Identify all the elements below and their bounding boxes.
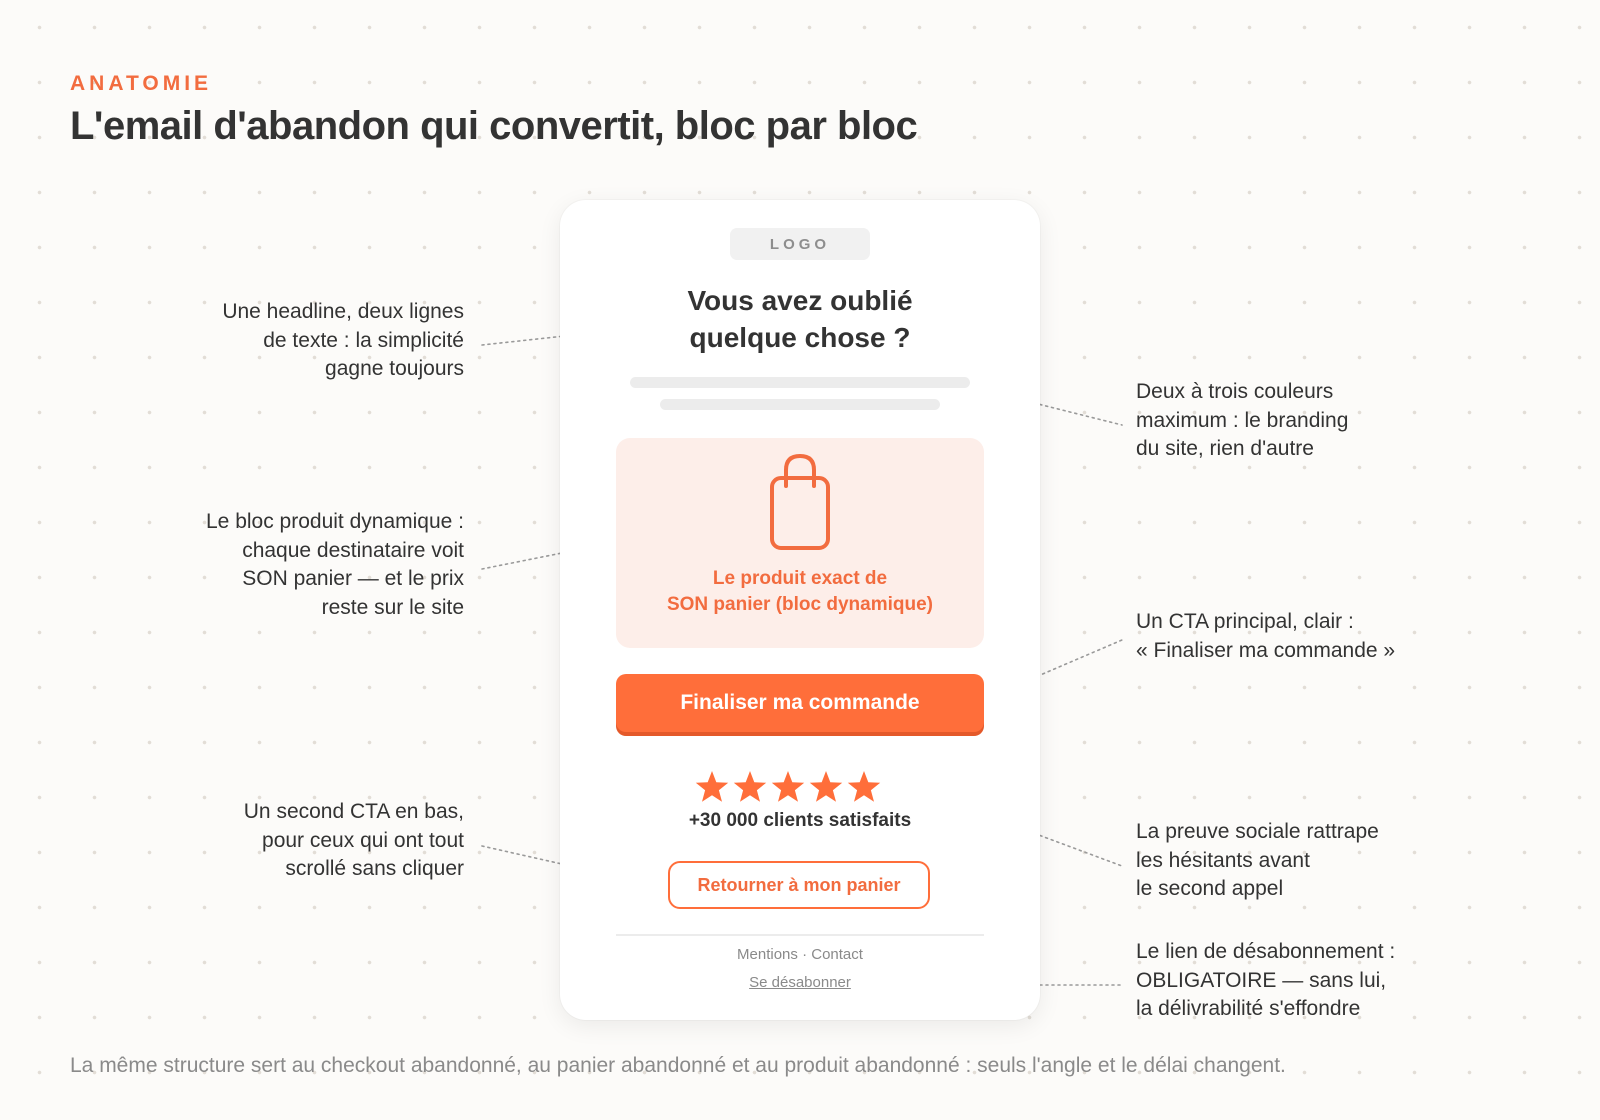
product-caption (616, 566, 984, 618)
star-icon (772, 771, 804, 802)
annotation-cta (1136, 608, 1395, 665)
email-card (560, 200, 1040, 1020)
email-headline (560, 282, 1040, 356)
star-icon (848, 771, 880, 802)
annotation-line: « Finaliser ma commande » (1136, 638, 1396, 662)
annotation-line: SON panier — et le prix (242, 567, 464, 590)
finalize-order-button[interactable]: Finaliser ma commande (616, 674, 984, 732)
annotation-line: la délivrabilité s'effondre (1136, 997, 1361, 1020)
footer-links (560, 946, 1040, 963)
mentions-link[interactable]: Mentions (737, 946, 798, 963)
eyebrow: ANATOMIE (70, 72, 213, 95)
annotation-line: du site, rien d'autre (1136, 437, 1314, 460)
text-placeholder-line (630, 377, 970, 388)
star-icon (734, 771, 766, 802)
annotation-line: Une headline, deux lignes (222, 300, 464, 323)
annotation-line: Le lien de désabonnement : (1136, 940, 1396, 963)
logo-placeholder: LOGO (730, 228, 870, 260)
annotation-social-proof (1136, 818, 1379, 904)
headline-line: quelque chose ? (689, 322, 911, 353)
rating-stars (694, 770, 886, 806)
annotation-second-cta (244, 798, 464, 884)
annotation-line: maximum : le branding (1136, 408, 1349, 432)
return-to-cart-button[interactable]: Retourner à mon panier (668, 861, 930, 909)
product-caption-line: Le produit exact de (712, 568, 888, 589)
contact-link[interactable]: Contact (811, 946, 863, 963)
star-icon (696, 771, 728, 802)
product-caption-line: SON panier (bloc dynamique) (666, 594, 934, 615)
footer-divider (616, 934, 984, 936)
social-proof: +30 000 clients satisfaits (688, 810, 912, 831)
text-placeholder-line (660, 399, 940, 410)
annotation-line: le second appel (1136, 877, 1284, 900)
annotation-line: Un CTA principal, clair : (1136, 610, 1354, 633)
annotation-product (206, 508, 464, 622)
product-block (616, 438, 984, 648)
headline-line: Vous avez oublié (687, 285, 913, 316)
annotation-line: reste sur le site (321, 595, 464, 619)
annotation-line: pour ceux qui ont tout (262, 828, 464, 852)
shopping-bag-icon (768, 446, 832, 554)
annotation-colors (1136, 378, 1348, 464)
annotation-line: Un second CTA en bas, (243, 800, 464, 823)
annotation-line: les hésitants avant (1136, 848, 1310, 872)
annotation-unsubscribe (1136, 938, 1395, 1024)
footer-note: La même structure sert au checkout abandonné, au panier abandonné et au produit abandonné : seuls l'angle et le délai changent. (70, 1054, 1286, 1077)
star-icon (810, 771, 842, 802)
annotation-line: Deux à trois couleurs (1136, 380, 1334, 403)
annotation-line: chaque destinataire voit (242, 538, 464, 562)
footer-separator: · (802, 946, 808, 963)
annotation-line: gagne toujours (325, 357, 464, 380)
page-title: L'email d'abandon qui convertit, bloc par bloc (70, 104, 918, 148)
unsubscribe (560, 974, 1040, 991)
annotation-headline (222, 298, 464, 384)
annotation-line: scrollé sans cliquer (285, 857, 464, 880)
annotation-line: OBLIGATOIRE — sans lui, (1136, 968, 1387, 992)
annotation-line: Le bloc produit dynamique : (206, 510, 464, 533)
annotation-line: de texte : la simplicité (263, 328, 464, 352)
unsubscribe-link[interactable]: Se désabonner (749, 974, 851, 991)
annotation-line: La preuve sociale rattrape (1136, 820, 1379, 843)
